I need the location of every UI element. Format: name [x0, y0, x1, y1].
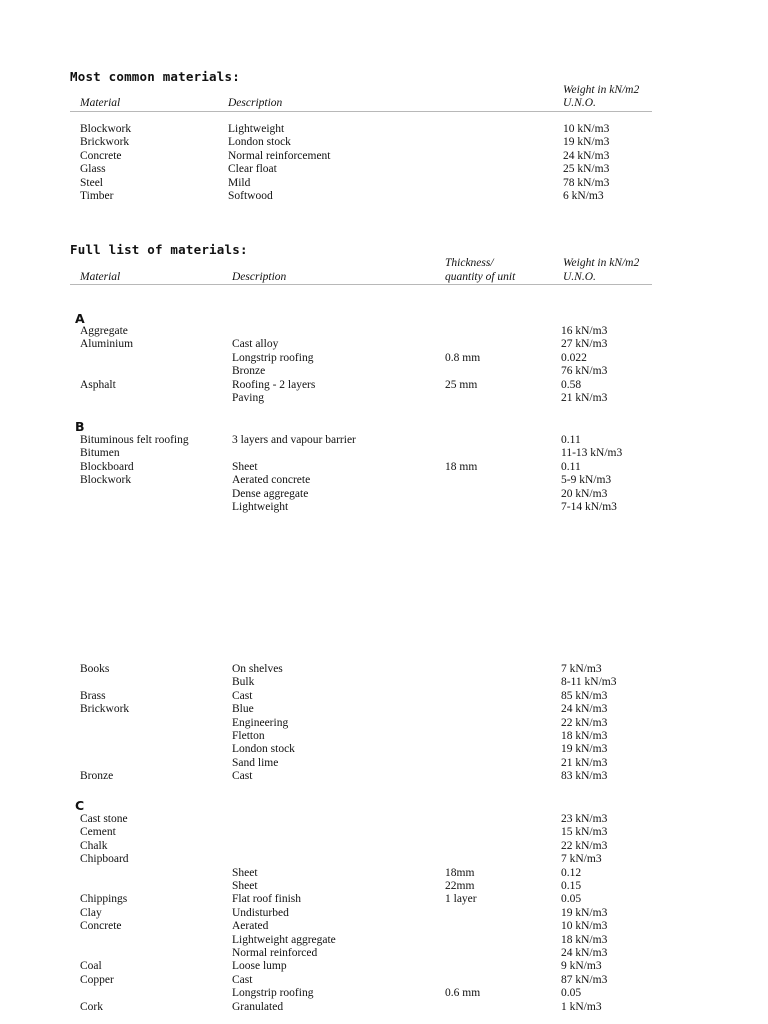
- full-row-material: Aluminium: [80, 338, 134, 351]
- common-row-weight: 10 kN/m3: [563, 123, 610, 135]
- full-row-material: Brass: [80, 689, 106, 702]
- full-row-material: Chippings: [80, 893, 128, 906]
- full-row-weight: 18 kN/m3: [561, 933, 608, 946]
- full-header-rule: [70, 284, 652, 285]
- full-row-description: Aerated concrete: [232, 474, 311, 487]
- common-row-material: Timber: [80, 190, 114, 202]
- full-row-description: Bulk: [232, 676, 255, 689]
- full-thickness-header-line2: quantity of unit: [445, 271, 516, 283]
- full-row-description: Flat roof finish: [232, 893, 301, 906]
- full-row-material: Cork: [80, 1000, 103, 1013]
- full-row-weight: 24 kN/m3: [561, 947, 608, 959]
- full-row-weight: 15 kN/m3: [561, 826, 608, 839]
- full-row-description: Sheet: [232, 460, 258, 473]
- full-description-header: Description: [232, 271, 287, 283]
- common-row-description: Softwood: [228, 190, 273, 202]
- full-row-material: Coal: [80, 960, 102, 973]
- full-row-weight: 21 kN/m3: [561, 756, 608, 769]
- full-row-weight: 20 kN/m3: [561, 487, 608, 500]
- full-row-material: Bituminous felt roofing: [80, 434, 189, 446]
- full-row-weight: 0.05: [561, 987, 582, 1000]
- full-row-thickness: 1 layer: [445, 893, 477, 906]
- full-row-weight: 85 kN/m3: [561, 689, 608, 702]
- common-row-material: Brickwork: [80, 136, 130, 149]
- full-row-weight: 19 kN/m3: [561, 906, 608, 919]
- full-weight-header-line1: Weight in kN/m2: [563, 257, 640, 269]
- common-weight-header-line2: U.N.O.: [563, 97, 596, 109]
- full-row-description: Sheet: [232, 866, 258, 879]
- full-row-weight: 87 kN/m3: [561, 973, 608, 986]
- full-row-description: Cast alloy: [232, 338, 279, 351]
- full-row-weight: 5-9 kN/m3: [561, 474, 612, 487]
- full-row-description: Longstrip roofing: [232, 987, 314, 1000]
- full-row-thickness: 18mm: [445, 866, 475, 879]
- full-row-material: Blockboard: [80, 460, 134, 473]
- full-row-weight: 24 kN/m3: [561, 703, 608, 716]
- full-row-description: Normal reinforced: [232, 947, 318, 959]
- full-row-description: Bronze: [232, 365, 266, 378]
- common-row-material: Concrete: [80, 149, 122, 162]
- full-row-description: Undisturbed: [232, 906, 289, 919]
- section-letter: A: [75, 311, 85, 326]
- section-letter: B: [75, 419, 85, 434]
- full-row-weight: 7 kN/m3: [561, 853, 602, 866]
- full-material-header: Material: [80, 271, 121, 283]
- full-row-weight: 21 kN/m3: [561, 392, 608, 404]
- full-row-weight: 22 kN/m3: [561, 839, 608, 852]
- common-row-weight: 6 kN/m3: [563, 190, 604, 202]
- full-row-weight: 8-11 kN/m3: [561, 676, 617, 689]
- full-row-description: Granulated: [232, 1000, 284, 1013]
- common-row-weight: 25 kN/m3: [563, 163, 610, 176]
- full-row-weight: 0.11: [561, 460, 581, 473]
- full-row-description: Roofing - 2 layers: [232, 378, 316, 391]
- full-row-description: London stock: [232, 743, 295, 756]
- full-row-thickness: 25 mm: [445, 378, 478, 391]
- common-row-weight: 24 kN/m3: [563, 149, 610, 162]
- full-row-weight: 76 kN/m3: [561, 365, 608, 378]
- common-row-description: Clear float: [228, 163, 277, 176]
- common-material-header: Material: [80, 97, 121, 109]
- full-row-thickness: 0.8 mm: [445, 351, 481, 364]
- full-row-description: Fletton: [232, 730, 265, 742]
- common-header-rule: [70, 111, 652, 112]
- full-row-material: Chalk: [80, 839, 108, 852]
- full-row-material: Books: [80, 663, 110, 675]
- full-row-description: Longstrip roofing: [232, 351, 314, 364]
- full-row-weight: 9 kN/m3: [561, 960, 602, 973]
- full-row-weight: 27 kN/m3: [561, 338, 608, 351]
- full-row-weight: 0.12: [561, 866, 582, 879]
- full-row-weight: 0.58: [561, 378, 582, 391]
- full-row-weight: 7 kN/m3: [561, 663, 602, 675]
- full-row-weight: 18 kN/m3: [561, 730, 608, 742]
- full-row-description: 3 layers and vapour barrier: [232, 434, 356, 446]
- full-row-material: Chipboard: [80, 853, 129, 866]
- full-row-description: Lightweight: [232, 501, 289, 513]
- full-list-heading: Full list of materials:: [70, 242, 248, 257]
- full-row-material: Asphalt: [80, 378, 116, 391]
- common-row-material: Blockwork: [80, 123, 132, 135]
- full-row-description: Blue: [232, 703, 254, 716]
- full-row-description: Dense aggregate: [232, 487, 309, 500]
- full-row-material: Aggregate: [80, 325, 128, 337]
- full-row-weight: 10 kN/m3: [561, 920, 608, 933]
- full-row-description: Cast: [232, 973, 253, 986]
- full-row-material: Cast stone: [80, 813, 128, 825]
- full-row-description: On shelves: [232, 663, 283, 675]
- full-row-weight: 0.11: [561, 434, 581, 446]
- common-row-material: Glass: [80, 163, 106, 176]
- common-row-weight: 19 kN/m3: [563, 136, 610, 149]
- full-row-material: Concrete: [80, 920, 122, 933]
- full-row-description: Sheet: [232, 880, 258, 892]
- full-thickness-header-line1: Thickness/: [445, 257, 494, 269]
- full-row-description: Aerated: [232, 920, 269, 933]
- common-row-material: Steel: [80, 176, 103, 189]
- full-row-material: Bronze: [80, 770, 114, 783]
- full-row-weight: 1 kN/m3: [561, 1000, 602, 1013]
- full-row-weight: 0.15: [561, 880, 582, 892]
- section-letter: C: [75, 798, 85, 813]
- full-row-weight: 16 kN/m3: [561, 325, 608, 337]
- common-description-header: Description: [228, 97, 283, 109]
- full-weight-header-line2: U.N.O.: [563, 271, 596, 283]
- full-row-material: Bitumen: [80, 447, 120, 460]
- full-row-description: Loose lump: [232, 960, 287, 973]
- common-row-weight: 78 kN/m3: [563, 176, 610, 189]
- full-row-material: Blockwork: [80, 474, 132, 487]
- full-row-weight: 83 kN/m3: [561, 770, 608, 783]
- full-row-weight: 23 kN/m3: [561, 813, 608, 825]
- common-row-description: Lightweight: [228, 123, 285, 135]
- full-row-description: Paving: [232, 392, 264, 404]
- full-row-weight: 7-14 kN/m3: [561, 501, 617, 513]
- full-row-description: Sand lime: [232, 756, 279, 769]
- full-row-material: Clay: [80, 906, 102, 919]
- full-row-material: Cement: [80, 826, 116, 839]
- common-row-description: Normal reinforcement: [228, 149, 331, 162]
- full-row-material: Brickwork: [80, 703, 130, 716]
- full-row-thickness: 18 mm: [445, 460, 478, 473]
- full-row-weight: 22 kN/m3: [561, 716, 608, 729]
- full-row-description: Engineering: [232, 716, 289, 729]
- full-row-weight: 0.022: [561, 351, 587, 364]
- full-row-description: Lightweight aggregate: [232, 933, 336, 946]
- full-row-weight: 11-13 kN/m3: [561, 447, 623, 460]
- common-row-description: Mild: [228, 176, 251, 189]
- full-row-weight: 0.05: [561, 893, 582, 906]
- common-row-description: London stock: [228, 136, 291, 149]
- common-materials-heading: Most common materials:: [70, 69, 240, 84]
- full-row-material: Copper: [80, 973, 114, 986]
- full-row-weight: 19 kN/m3: [561, 743, 608, 756]
- full-row-description: Cast: [232, 770, 253, 783]
- full-row-thickness: 22mm: [445, 880, 475, 892]
- full-row-thickness: 0.6 mm: [445, 987, 481, 1000]
- common-weight-header-line1: Weight in kN/m2: [563, 84, 640, 96]
- full-row-description: Cast: [232, 689, 253, 702]
